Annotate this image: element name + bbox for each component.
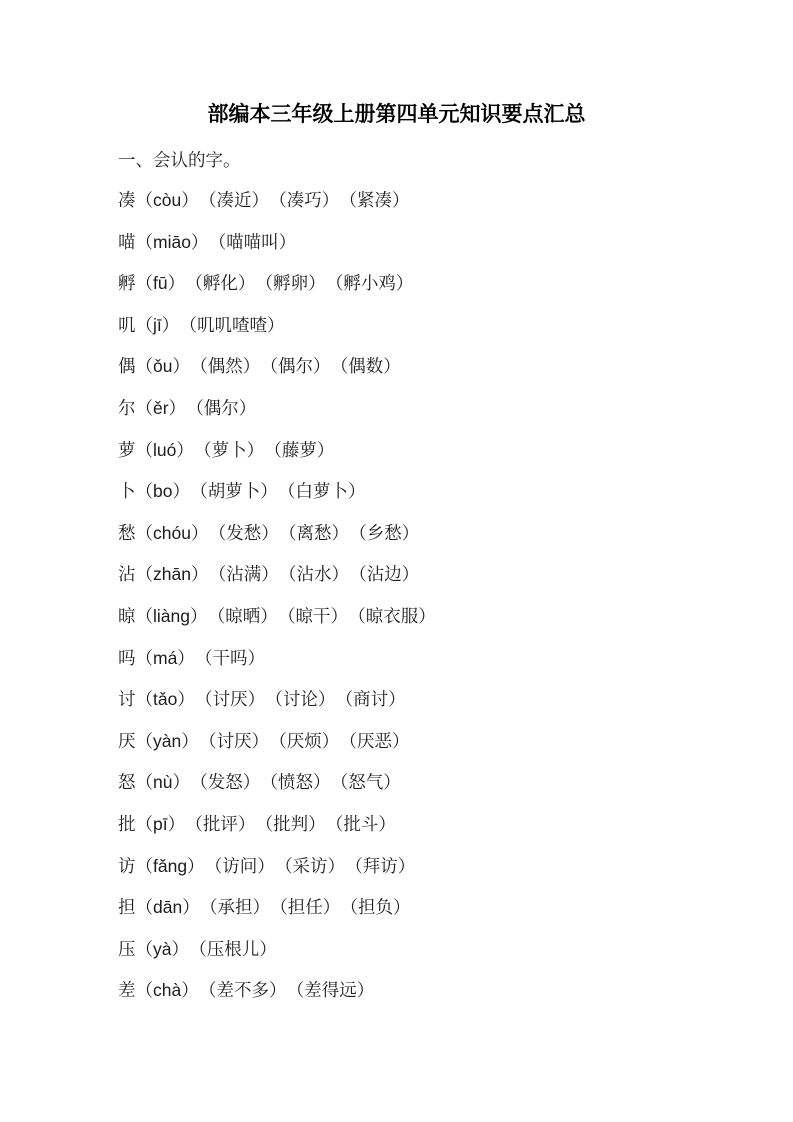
- entry-word: （白萝卜）: [286, 481, 366, 502]
- entry-word: （萝卜）: [202, 439, 265, 460]
- entry-char-pinyin: 厌（yàn）: [118, 730, 199, 751]
- entry-word: （讨厌）: [203, 689, 266, 710]
- entry-line: [118, 970, 793, 1012]
- entry-word: （沾边）: [357, 564, 420, 585]
- entry-word: （晾衣服）: [356, 605, 436, 626]
- entry-word: （叽叽喳喳）: [188, 314, 285, 335]
- entry-word: （偶然）: [198, 356, 261, 377]
- entry-word: （藤萝）: [273, 439, 335, 460]
- entry-line: [118, 305, 793, 347]
- entry-word: （担负）: [349, 897, 411, 918]
- entry-word: （孵小鸡）: [334, 273, 414, 294]
- entry-char-pinyin: 凑（còu）: [118, 190, 199, 210]
- entry-char-pinyin: 孵（fū）: [118, 273, 186, 294]
- entry-char-pinyin: 愁（chóu）: [118, 522, 209, 543]
- entry-word: （偶数）: [339, 356, 401, 377]
- entry-word: （乡愁）: [357, 522, 420, 543]
- entry-word: （离愁）: [287, 522, 349, 543]
- entry-line: [118, 596, 793, 638]
- entry-char-pinyin: 吗（má）: [118, 647, 195, 668]
- entry-line: [118, 430, 793, 472]
- entry-word: （商讨）: [344, 689, 406, 710]
- entry-word: （差不多）: [207, 980, 287, 1001]
- entry-char-pinyin: 萝（luó）: [118, 439, 194, 460]
- entry-word: （厌烦）: [277, 730, 340, 751]
- entry-word: （批评）: [194, 813, 256, 834]
- entry-word: （批判）: [264, 813, 326, 834]
- entry-line: [118, 638, 793, 680]
- entry-char-pinyin: 批（pī）: [118, 813, 186, 834]
- entry-word: （胡萝卜）: [198, 481, 278, 502]
- entry-char-pinyin: 偶（ǒu）: [118, 356, 190, 377]
- entry-char-pinyin: 卜（bo）: [118, 481, 190, 502]
- entry-line: [118, 263, 793, 305]
- entry-word: （访问）: [213, 855, 275, 876]
- entry-word: （担任）: [278, 897, 341, 918]
- entry-line: [118, 180, 793, 222]
- entry-line: [118, 554, 793, 596]
- entry-word: （压根儿）: [197, 938, 277, 959]
- entry-line: [118, 346, 793, 388]
- entry-char-pinyin: 差（chà）: [118, 980, 199, 1001]
- entry-char-pinyin: 喵（miāo）: [118, 231, 209, 252]
- entry-word: （干吗）: [203, 647, 266, 668]
- entry-line: [118, 679, 793, 721]
- entry-line: [118, 721, 793, 763]
- entry-line: [118, 762, 793, 804]
- entry-char-pinyin: 沾（zhān）: [118, 564, 209, 585]
- entry-word: （孵卵）: [264, 273, 326, 294]
- entry-line: [118, 513, 793, 555]
- entry-word: （沾满）: [217, 564, 279, 585]
- entry-word: （采访）: [283, 855, 346, 876]
- entry-word: （承担）: [208, 897, 270, 918]
- entry-word: （晾晒）: [216, 605, 278, 626]
- entry-line: [118, 846, 793, 888]
- section-heading: 一、会认的字。: [118, 150, 241, 170]
- entry-char-pinyin: 担（dān）: [118, 897, 200, 918]
- entry-char-pinyin: 叽（jī）: [118, 314, 180, 335]
- entry-word: （孵化）: [194, 273, 256, 294]
- entry-word: （偶尔）: [269, 356, 331, 377]
- page-title: 部编本三年级上册第四单元知识要点汇总: [207, 103, 586, 126]
- entry-line: [118, 887, 793, 929]
- entry-list: [118, 180, 793, 1012]
- entry-word: （拜访）: [354, 855, 416, 876]
- entry-char-pinyin: 怒（nù）: [118, 772, 190, 793]
- entry-char-pinyin: 访（fǎng）: [118, 855, 205, 876]
- entry-word: （发怒）: [198, 772, 261, 793]
- entry-char-pinyin: 晾（liàng）: [118, 605, 208, 626]
- entry-word: （愤怒）: [269, 772, 331, 793]
- entry-line: [118, 222, 793, 264]
- entry-word: （怒气）: [339, 772, 401, 793]
- entry-char-pinyin: 讨（tǎo）: [118, 689, 195, 710]
- entry-word: （讨厌）: [207, 730, 269, 751]
- entry-word: （发愁）: [217, 522, 279, 543]
- entry-word: （偶尔）: [195, 397, 257, 418]
- entry-word: （批斗）: [334, 813, 396, 834]
- entry-word: （晾干）: [286, 605, 348, 626]
- entry-word: （厌恶）: [348, 730, 410, 751]
- entry-word: （差得远）: [295, 980, 375, 1001]
- entry-word: （喵喵叫）: [217, 231, 297, 252]
- entry-char-pinyin: 压（yà）: [118, 938, 189, 959]
- document-content: [118, 150, 793, 1012]
- entry-line: [118, 804, 793, 846]
- entry-word: （凑近）: [207, 190, 269, 210]
- entry-line: [118, 929, 793, 971]
- entry-word: （沾水）: [287, 564, 349, 585]
- entry-line: [118, 471, 793, 513]
- entry-word: （讨论）: [274, 689, 336, 710]
- entry-word: （紧凑）: [348, 190, 410, 210]
- entry-char-pinyin: 尔（ěr）: [118, 397, 187, 418]
- entry-line: [118, 388, 793, 430]
- entry-word: （凑巧）: [277, 190, 340, 210]
